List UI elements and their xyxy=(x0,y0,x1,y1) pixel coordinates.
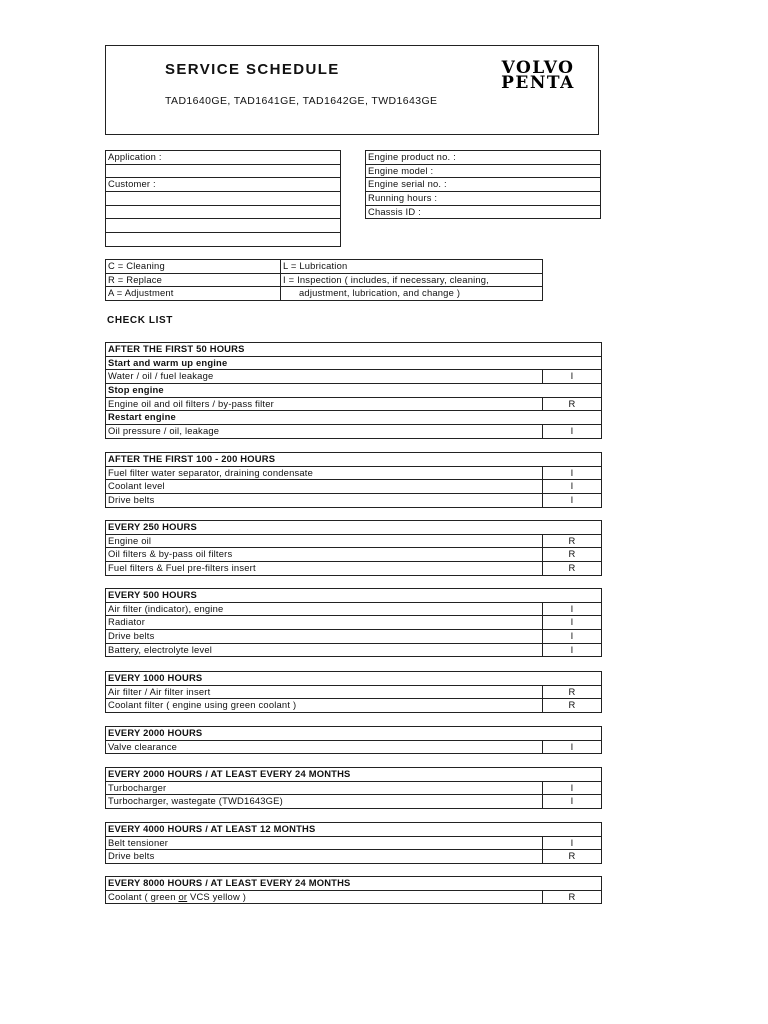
engine-info-table xyxy=(365,150,601,219)
info-field xyxy=(106,205,341,219)
legend-description: adjustment, lubrication, and change ) xyxy=(281,287,543,301)
action-code: I xyxy=(543,494,602,508)
section-header-row xyxy=(106,672,602,686)
action-code: I xyxy=(543,781,602,795)
info-field xyxy=(106,233,341,247)
checklist-section xyxy=(105,520,602,576)
task-description: Water / oil / fuel leakage xyxy=(106,370,543,384)
checklist-row xyxy=(106,384,602,398)
action-code: R xyxy=(543,685,602,699)
legend-row xyxy=(106,260,543,274)
legend-row xyxy=(106,287,543,301)
section-header-row xyxy=(106,823,602,837)
legend-row xyxy=(106,273,543,287)
checklist-row xyxy=(106,781,602,795)
section-header-row xyxy=(106,343,602,357)
checklist-title: CHECK LIST xyxy=(107,315,173,326)
section-title: EVERY 500 HOURS xyxy=(106,589,602,603)
info-field: Engine product no. : xyxy=(366,151,601,165)
info-row xyxy=(366,151,601,165)
task-description: Engine oil and oil filters / by-pass filter xyxy=(106,397,543,411)
legend-code: A = Adjustment xyxy=(106,287,281,301)
checklist-row xyxy=(106,630,602,644)
checklist-row xyxy=(106,534,602,548)
task-description: Battery, electrolyte level xyxy=(106,643,543,657)
checklist-row xyxy=(106,836,602,850)
checklist-row xyxy=(106,562,602,576)
section-header-row xyxy=(106,589,602,603)
info-row xyxy=(366,205,601,219)
checklist-section xyxy=(105,876,602,904)
checklist-row xyxy=(106,643,602,657)
checklist-row xyxy=(106,494,602,508)
section-title: EVERY 2000 HOURS / AT LEAST EVERY 24 MONTHS xyxy=(106,768,602,782)
section-header-row xyxy=(106,768,602,782)
section-header-row xyxy=(106,727,602,741)
legend-code: C = Cleaning xyxy=(106,260,281,274)
info-field: Customer : xyxy=(106,178,341,192)
action-code: R xyxy=(543,850,602,864)
action-code: I xyxy=(543,836,602,850)
action-code: R xyxy=(543,890,602,904)
checklist-row xyxy=(106,795,602,809)
info-row xyxy=(106,164,341,178)
task-description: Turbocharger, wastegate (TWD1643GE) xyxy=(106,795,543,809)
step-heading: Restart engine xyxy=(106,411,602,425)
task-description: Belt tensioner xyxy=(106,836,543,850)
info-field: Engine model : xyxy=(366,164,601,178)
section-header-row xyxy=(106,521,602,535)
action-code: R xyxy=(543,534,602,548)
action-code: R xyxy=(543,699,602,713)
checklist-row xyxy=(106,548,602,562)
checklist-section xyxy=(105,767,602,809)
checklist-row xyxy=(106,411,602,425)
info-row xyxy=(106,219,341,233)
info-row xyxy=(366,178,601,192)
task-description: Coolant filter ( engine using green coolant ) xyxy=(106,699,543,713)
checklist-row xyxy=(106,466,602,480)
section-title: EVERY 1000 HOURS xyxy=(106,672,602,686)
customer-info-table xyxy=(105,150,341,247)
info-field xyxy=(106,192,341,206)
checklist-row xyxy=(106,370,602,384)
action-code: R xyxy=(543,548,602,562)
info-row xyxy=(106,151,341,165)
action-code: R xyxy=(543,562,602,576)
section-title: EVERY 2000 HOURS xyxy=(106,727,602,741)
task-text-part: VCS yellow ) xyxy=(187,890,247,902)
task-description: Drive belts xyxy=(106,630,543,644)
action-code: R xyxy=(543,397,602,411)
section-title: EVERY 4000 HOURS / AT LEAST 12 MONTHS xyxy=(106,823,602,837)
action-code: I xyxy=(543,480,602,494)
checklist-row xyxy=(106,425,602,439)
task-description: Drive belts xyxy=(106,850,543,864)
info-field: Engine serial no. : xyxy=(366,178,601,192)
section-header-row xyxy=(106,877,602,891)
task-description: Turbocharger xyxy=(106,781,543,795)
task-description: Engine oil xyxy=(106,534,543,548)
info-row xyxy=(366,192,601,206)
action-code: I xyxy=(543,616,602,630)
task-description: Oil pressure / oil, leakage xyxy=(106,425,543,439)
legend-description: I = Inspection ( includes, if necessary, cleaning, xyxy=(281,273,543,287)
task-description: Oil filters & by-pass oil filters xyxy=(106,548,543,562)
action-code: I xyxy=(543,370,602,384)
info-row xyxy=(366,164,601,178)
volvo-penta-logo xyxy=(486,58,590,93)
task-text-part: Coolant ( green xyxy=(108,890,179,902)
info-row xyxy=(106,178,341,192)
legend-code: R = Replace xyxy=(106,273,281,287)
info-row xyxy=(106,233,341,247)
checklist-row xyxy=(106,685,602,699)
legend-table xyxy=(105,259,543,301)
task-description: Drive belts xyxy=(106,494,543,508)
checklist-row xyxy=(106,397,602,411)
info-row xyxy=(106,192,341,206)
task-description: Air filter / Air filter insert xyxy=(106,685,543,699)
action-code: I xyxy=(543,602,602,616)
logo-line-1: VOLVO xyxy=(501,58,575,78)
checklist-row xyxy=(106,616,602,630)
task-description: Coolant level xyxy=(106,480,543,494)
checklist-row xyxy=(106,850,602,864)
checklist-section xyxy=(105,342,602,439)
engine-models: TAD1640GE, TAD1641GE, TAD1642GE, TWD1643GE xyxy=(165,95,438,107)
checklist-section xyxy=(105,452,602,508)
info-field: Chassis ID : xyxy=(366,205,601,219)
step-heading: Start and warm up engine xyxy=(106,356,602,370)
info-field xyxy=(106,164,341,178)
section-title: EVERY 250 HOURS xyxy=(106,521,602,535)
checklist-section xyxy=(105,588,602,657)
action-code: I xyxy=(543,466,602,480)
action-code: I xyxy=(543,643,602,657)
action-code: I xyxy=(543,630,602,644)
page-title: SERVICE SCHEDULE xyxy=(165,61,340,78)
info-row xyxy=(106,205,341,219)
section-title: EVERY 8000 HOURS / AT LEAST EVERY 24 MONTHS xyxy=(106,877,602,891)
checklist-section xyxy=(105,822,602,864)
checklist-row xyxy=(106,356,602,370)
action-code: I xyxy=(543,795,602,809)
checklist-row xyxy=(106,890,602,904)
task-description xyxy=(106,890,543,904)
info-field: Running hours : xyxy=(366,192,601,206)
section-title: AFTER THE FIRST 50 HOURS xyxy=(106,343,602,357)
task-description: Fuel filter water separator, draining condensate xyxy=(106,466,543,480)
task-description: Air filter (indicator), engine xyxy=(106,602,543,616)
action-code: I xyxy=(543,425,602,439)
checklist-section xyxy=(105,671,602,713)
task-description: Radiator xyxy=(106,616,543,630)
action-code: I xyxy=(543,740,602,754)
info-field: Application : xyxy=(106,151,341,165)
checklist-row xyxy=(106,480,602,494)
checklist-row xyxy=(106,699,602,713)
task-description: Fuel filters & Fuel pre-filters insert xyxy=(106,562,543,576)
checklist-row xyxy=(106,602,602,616)
underlined-word: or xyxy=(178,890,188,902)
checklist-section xyxy=(105,726,602,754)
section-title: AFTER THE FIRST 100 - 200 HOURS xyxy=(106,453,602,467)
step-heading: Stop engine xyxy=(106,384,602,398)
logo-line-2: PENTA xyxy=(501,73,575,93)
checklist-row xyxy=(106,740,602,754)
legend-description: L = Lubrication xyxy=(281,260,543,274)
task-description: Valve clearance xyxy=(106,740,543,754)
info-field xyxy=(106,219,341,233)
section-header-row xyxy=(106,453,602,467)
